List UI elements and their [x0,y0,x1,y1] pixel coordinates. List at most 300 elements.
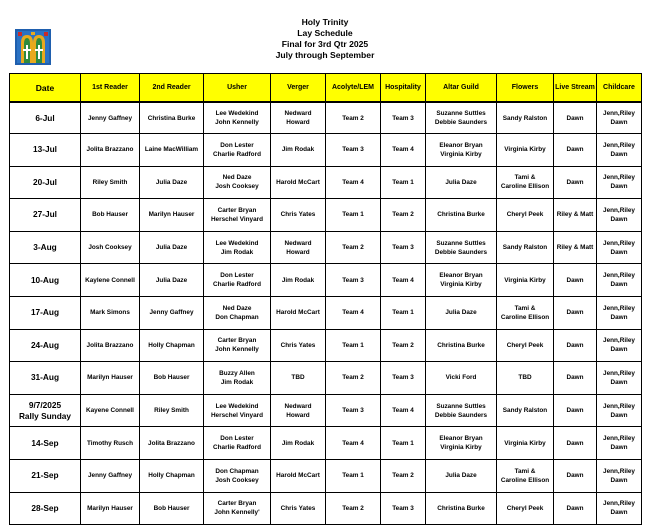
childcare-cell [597,102,642,134]
date-cell [10,427,81,460]
cell-text: Kaylene Connell [85,276,135,284]
live-stream-cell [554,231,597,264]
cell-text: Howard [286,411,310,419]
cell-text: Team 1 [342,211,364,219]
cell-text: Team 4 [342,178,364,186]
cell-text: Dawn [566,472,584,480]
verger-cell [271,264,326,297]
cell-text: Team 1 [342,472,364,480]
cell-text: Dawn [566,504,584,512]
second-reader-cell [140,427,204,460]
cell-text: Nedward [284,239,312,247]
cell-text: 28-Sep [31,502,59,513]
cell-text: TBD [518,374,532,382]
cell-text: Dawn [610,346,628,354]
cell-text: Debbie Saunders [434,248,488,256]
cell-text: Riley Smith [154,407,189,415]
altar-guild-cell [426,459,497,492]
cell-text: Team 4 [392,276,414,284]
usher-cell [204,394,271,427]
hospitality-cell [381,166,426,199]
hospitality-cell [381,134,426,167]
second-reader-cell [140,264,204,297]
flowers-cell [497,102,554,134]
cell-text: Jenn,Riley [603,174,635,182]
column-header: Acolyte/LEM [326,74,381,103]
altar-guild-cell [426,102,497,134]
acolyte-lem-cell [326,329,381,362]
first-reader-cell [81,459,140,492]
cell-text: Carter Bryan [217,206,257,214]
cell-text: Dawn [566,407,584,415]
cell-text: Howard [286,119,310,126]
first-reader-cell [81,166,140,199]
cell-text: Laine MacWilliam [144,146,199,154]
date-cell [10,329,81,362]
acolyte-lem-cell [326,427,381,460]
cell-text: Riley & Matt [556,244,594,252]
cell-text: Tami & [514,304,536,312]
cell-text: Jenn,Riley [603,110,635,117]
childcare-cell [597,264,642,297]
cell-text: Jenn,Riley [603,304,635,312]
first-reader-cell [81,231,140,264]
cell-text: Julia Daze [155,244,188,252]
hospitality-cell [381,199,426,232]
second-reader-cell [140,166,204,199]
childcare-cell [597,166,642,199]
cell-text: Carter Bryan [217,500,257,508]
hospitality-cell [381,459,426,492]
table-row [10,166,642,199]
altar-guild-cell [426,166,497,199]
column-header: Altar Guild [426,74,497,103]
cell-text: Dawn [610,509,628,517]
cell-text: 14-Sep [31,437,59,448]
cell-text: Team 2 [342,244,364,252]
cell-text: Debbie Saunders [434,411,488,419]
cell-text: Team 4 [342,309,364,317]
childcare-cell [597,459,642,492]
column-header: Usher [204,74,271,103]
live-stream-cell [554,362,597,395]
cell-text: Team 1 [392,439,414,447]
cell-text: Jenn,Riley [603,337,635,345]
verger-cell [271,102,326,134]
cell-text: Caroline Ellison [500,476,550,484]
cell-text: Team 1 [392,178,414,186]
cell-text: Bob Hauser [92,211,128,219]
table-row [10,329,642,362]
date-cell [10,231,81,264]
second-reader-cell [140,102,204,134]
verger-cell [271,329,326,362]
cell-text: Harold McCart [276,178,320,186]
cell-text: Jenny Gaffney [87,114,133,122]
first-reader-cell [81,394,140,427]
second-reader-cell [140,231,204,264]
cell-text: Julia Daze [445,472,477,480]
acolyte-lem-cell [326,362,381,395]
cell-text: Dawn [610,476,628,484]
date-cell [10,362,81,395]
verger-cell [271,394,326,427]
cell-text: 31-Aug [30,372,60,383]
cell-text: Nedward [284,402,312,410]
column-header: Flowers [497,74,554,103]
cell-text: Team 3 [392,504,414,512]
cell-text: Bob Hauser [153,504,190,512]
acolyte-lem-cell [326,394,381,427]
first-reader-cell [81,296,140,329]
cell-text: Dawn [610,313,628,321]
cell-text: Riley & Matt [556,211,594,219]
first-reader-cell [81,264,140,297]
cell-text: Chris Yates [280,211,316,219]
cell-text: Dawn [610,378,628,386]
cell-text: Dawn [566,178,584,186]
cell-text: Josh Cooksey [88,244,132,252]
first-reader-cell [81,427,140,460]
cell-text: Jim Rodak [281,146,315,154]
hospitality-cell [381,264,426,297]
cell-text: Jolita Brazzano [86,146,134,154]
flowers-cell [497,296,554,329]
schedule-subtitle: Final for 3rd Qtr 2025 [281,39,369,49]
cell-text: Virginia Kirby [504,146,546,154]
cell-text: Marilyn Hauser [148,211,195,219]
flowers-cell [497,394,554,427]
live-stream-cell [554,134,597,167]
first-reader-cell [81,492,140,525]
altar-guild-cell [426,264,497,297]
verger-cell [271,492,326,525]
cell-text: Christina Burke [437,341,485,349]
cell-text: Dawn [566,439,584,447]
table-row [10,102,642,134]
cell-text: Suzanne Suttles [436,110,486,117]
cell-text: Jenn,Riley [603,206,635,214]
cell-text: Marilyn Hauser [87,504,133,512]
column-header: Live Stream [554,74,597,103]
cell-text: Riley Smith [92,178,128,186]
verger-cell [271,362,326,395]
live-stream-cell [554,427,597,460]
date-cell [10,296,81,329]
acolyte-lem-cell [326,492,381,525]
cell-text: Christina Burke [147,114,196,122]
cell-text: Ned Daze [222,304,252,312]
column-header: Verger [271,74,326,103]
cell-text: Don Chapman [215,313,259,321]
hospitality-cell [381,102,426,134]
verger-cell [271,199,326,232]
childcare-cell [597,296,642,329]
acolyte-lem-cell [326,134,381,167]
cell-text: Team 2 [392,341,414,349]
cell-text: 21-Sep [31,470,59,481]
cell-text: TBD [291,374,305,382]
cell-text: Dawn [566,309,584,317]
verger-cell [271,134,326,167]
flowers-cell [497,329,554,362]
cell-text: John Kennelly [215,119,259,126]
cell-text: Virginia Kirby [440,444,482,452]
cell-text: Team 3 [342,146,364,154]
column-header: 1st Reader [81,74,140,103]
live-stream-cell [554,394,597,427]
cell-text: Christina Burke [437,211,485,219]
cell-text: Marilyn Hauser [87,374,133,382]
cell-text: Lee Wedekind [215,402,259,410]
cell-text: Carter Bryan [217,337,257,345]
childcare-cell [597,492,642,525]
cell-text: Jim Rodak [281,439,315,447]
second-reader-cell [140,459,204,492]
cell-text: Don Lester [220,435,254,443]
cell-text: Herschel Vinyard [210,411,264,419]
cell-text: Team 4 [342,439,364,447]
cell-text: Dawn [610,411,628,419]
cell-text: Christina Burke [437,504,485,512]
cell-text: Team 4 [392,146,414,154]
altar-guild-cell [426,231,497,264]
cell-text: Virginia Kirby [440,150,482,158]
cell-text: 10-Aug [30,274,60,285]
date-cell [10,459,81,492]
acolyte-lem-cell [326,231,381,264]
acolyte-lem-cell [326,264,381,297]
cell-text: Jenn,Riley [603,141,635,149]
usher-cell [204,134,271,167]
cell-text: Charlie Radford [213,444,261,452]
acolyte-lem-cell [326,199,381,232]
cell-text: Team 3 [392,244,414,252]
cell-text: Julia Daze [445,178,477,186]
cell-text: Dawn [566,114,584,122]
cell-text: Jenn,Riley [603,500,635,508]
live-stream-cell [554,102,597,134]
cell-text: Sandy Ralston [502,114,548,122]
column-header: Childcare [597,74,642,103]
table-row [10,231,642,264]
flowers-cell [497,427,554,460]
usher-cell [204,264,271,297]
date-cell [10,394,81,427]
cell-text: Dawn [566,276,584,284]
cell-text: Dawn [610,150,628,158]
date-cell [10,102,81,134]
flowers-cell [497,459,554,492]
cell-text: 17-Aug [30,307,60,318]
cell-text: Dawn [610,248,628,256]
cell-text: Julia Daze [155,178,188,186]
childcare-cell [597,427,642,460]
table-row [10,296,642,329]
cell-text: Julia Daze [155,276,188,284]
cell-text: Jenny Gaffney [87,472,133,480]
first-reader-cell [81,362,140,395]
second-reader-cell [140,199,204,232]
cell-text: Rally Sunday [18,410,72,421]
cell-text: Jenny Gaffney [149,309,194,317]
live-stream-cell [554,296,597,329]
cell-text: 20-Jul [33,176,57,187]
altar-guild-cell [426,134,497,167]
cell-text: John Kennelly [215,346,259,354]
cell-text: Vicki Ford [445,374,477,382]
cell-text: John Kennelly' [214,509,260,517]
cell-text: Dawn [610,444,628,452]
usher-cell [204,102,271,134]
cell-text: Team 4 [392,407,414,415]
cell-text: Charlie Radford [213,281,261,289]
cell-text: Cheryl Peek [506,211,544,219]
cell-text: Dawn [566,341,584,349]
date-cell [10,166,81,199]
cell-text: Virginia Kirby [440,281,482,289]
schedule-period: July through September [275,50,375,60]
live-stream-cell [554,264,597,297]
cell-text: Team 2 [392,211,414,219]
cell-text: Jolita Brazzano [86,341,134,349]
cell-text: Virginia Kirby [504,439,546,447]
cell-text: Team 3 [392,374,414,382]
cell-text: Jenn,Riley [603,402,635,410]
cell-text: 3-Aug [33,242,57,253]
cell-text: Eleanor Bryan [439,141,483,149]
second-reader-cell [140,296,204,329]
cell-text: Team 2 [342,504,364,512]
hospitality-cell [381,231,426,264]
cell-text: Josh Cooksey [215,476,259,484]
cell-text: Team 3 [342,276,364,284]
cell-text: Harold McCart [276,472,320,480]
cell-text: Eleanor Bryan [439,435,483,443]
cell-text: Tami & [514,174,536,182]
flowers-cell [497,231,554,264]
cell-text: Howard [286,248,310,256]
verger-cell [271,231,326,264]
altar-guild-cell [426,492,497,525]
verger-cell [271,166,326,199]
cell-text: Chris Yates [280,341,316,349]
cell-text: Jenn,Riley [603,435,635,443]
first-reader-cell [81,134,140,167]
second-reader-cell [140,362,204,395]
cell-text: 27-Jul [33,209,57,220]
cell-text: Debbie Saunders [434,119,488,126]
cell-text: Team 3 [342,407,364,415]
childcare-cell [597,329,642,362]
cell-text: Jenn,Riley [603,369,635,377]
usher-cell [204,329,271,362]
hospitality-cell [381,492,426,525]
cell-text: Buzzy Allen [219,369,255,377]
acolyte-lem-cell [326,459,381,492]
lay-schedule-table [9,73,642,525]
cell-text: Dawn [610,281,628,289]
cell-text: Suzanne Suttles [436,402,486,410]
date-cell [10,492,81,525]
table-row [10,134,642,167]
usher-cell [204,427,271,460]
first-reader-cell [81,102,140,134]
live-stream-cell [554,459,597,492]
childcare-cell [597,231,642,264]
date-cell [10,199,81,232]
cell-text: Herschel Vinyard [210,215,264,223]
table-row [10,394,642,427]
acolyte-lem-cell [326,296,381,329]
flowers-cell [497,264,554,297]
cell-text: Lee Wedekind [215,110,259,117]
cell-text: Jenn,Riley [603,239,635,247]
live-stream-cell [554,492,597,525]
usher-cell [204,492,271,525]
cell-text: Tami & [514,467,536,475]
altar-guild-cell [426,199,497,232]
second-reader-cell [140,394,204,427]
cell-text: 13-Jul [33,144,57,155]
usher-cell [204,459,271,492]
date-cell [10,264,81,297]
cell-text: Mark Simons [90,309,130,317]
cell-text: Dawn [610,215,628,223]
schedule-title: Lay Schedule [297,28,353,38]
cell-text: Holly Chapman [148,472,195,480]
cell-text: Caroline Ellison [500,313,550,321]
cell-text: Dawn [610,183,628,191]
church-name: Holy Trinity [301,17,349,27]
childcare-cell [597,134,642,167]
cell-text: Eleanor Bryan [439,272,483,280]
document-header [0,17,650,61]
flowers-cell [497,166,554,199]
cell-text: Julia Daze [445,309,477,317]
column-header: Date [10,74,81,103]
cell-text: Team 2 [342,374,364,382]
cell-text: Josh Cooksey [215,183,259,191]
cell-text: Jim Rodak [220,248,254,256]
cell-text: Team 1 [342,341,364,349]
childcare-cell [597,394,642,427]
second-reader-cell [140,329,204,362]
cell-text: 9/7/2025 [28,399,62,410]
live-stream-cell [554,199,597,232]
cell-text: Harold McCart [276,309,320,317]
live-stream-cell [554,329,597,362]
live-stream-cell [554,166,597,199]
usher-cell [204,296,271,329]
flowers-cell [497,362,554,395]
date-cell [10,134,81,167]
cell-text: 6-Jul [35,112,55,123]
altar-guild-cell [426,394,497,427]
cell-text: Lee Wedekind [215,239,259,247]
cell-text: Team 2 [342,114,364,122]
altar-guild-cell [426,296,497,329]
verger-cell [271,296,326,329]
cell-text: Nedward [284,110,312,117]
column-header: 2nd Reader [140,74,204,103]
cell-text: Bob Hauser [153,374,190,382]
cell-text: Dawn [566,146,584,154]
hospitality-cell [381,296,426,329]
verger-cell [271,427,326,460]
second-reader-cell [140,492,204,525]
cell-text: Team 3 [392,114,414,122]
